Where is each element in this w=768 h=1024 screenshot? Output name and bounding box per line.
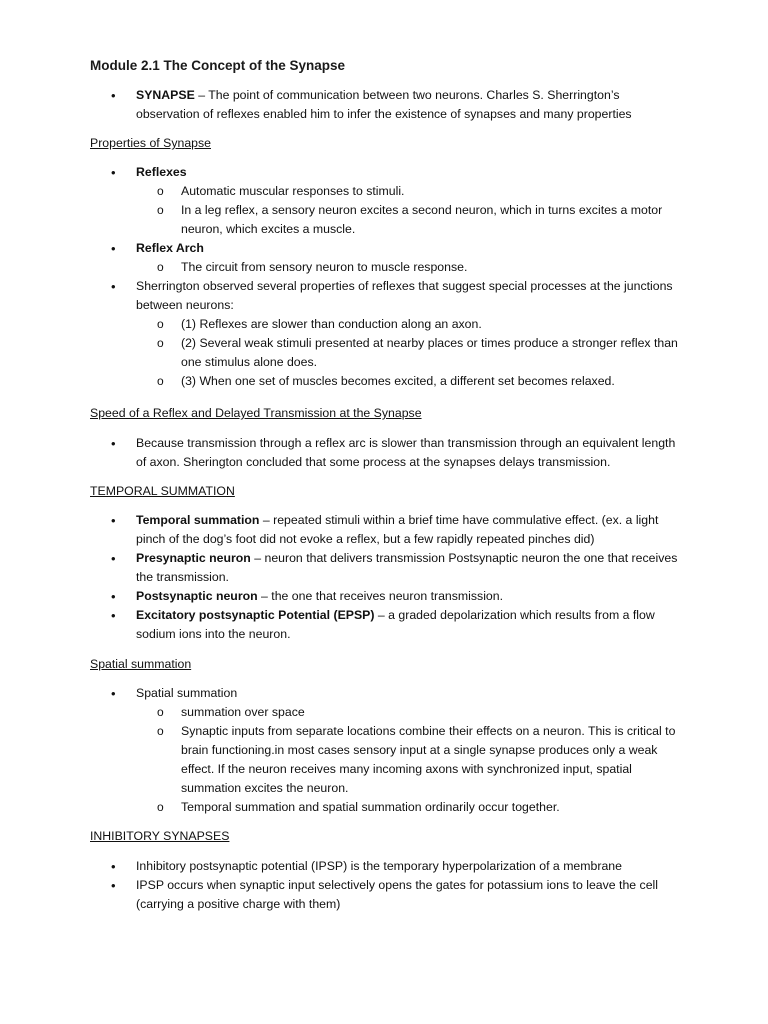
term: Temporal summation [136, 513, 260, 527]
sub-bullet: o [157, 317, 164, 331]
bullet: • [111, 88, 116, 103]
list-item-text: Reflexes [136, 165, 187, 179]
list-item [0, 163, 681, 182]
sub-bullet: o [157, 336, 164, 350]
bullet: • [111, 589, 116, 604]
bullet: • [111, 608, 116, 623]
list-item-text: Inhibitory postsynaptic potential (IPSP) is the temporary hyperpolarization of a membrane [136, 859, 622, 873]
list-item [0, 606, 681, 644]
term: Excitatory postsynaptic Potential (EPSP) [136, 608, 375, 622]
section-heading: Speed of a Reflex and Delayed Transmission at the Synapse [90, 406, 422, 420]
temporal-list [0, 511, 768, 644]
sub-bullet: o [157, 260, 164, 274]
bullet: • [111, 279, 116, 294]
bullet: • [111, 436, 116, 451]
section-heading: TEMPORAL SUMMATION [90, 484, 235, 498]
bullet: • [111, 551, 116, 566]
inhibitory-list [0, 857, 768, 914]
bullet: • [111, 241, 116, 256]
list-item-text: The circuit from sensory neuron to muscle response. [181, 260, 468, 274]
bullet: • [111, 165, 116, 180]
list-item-text: (3) When one set of muscles becomes excited, a different set becomes relaxed. [181, 374, 615, 388]
section-heading: INHIBITORY SYNAPSES [90, 829, 230, 843]
definition: – a graded depolarization which results from a flow sodium ions into the neuron. [136, 608, 655, 641]
speed-list [0, 434, 768, 472]
page-title: Module 2.1 The Concept of the Synapse [90, 58, 346, 73]
sub-bullet: o [157, 203, 164, 217]
list-subitem [0, 334, 681, 372]
list-item [0, 587, 681, 606]
list-item-text: Sherrington observed several properties of reflexes that suggest special processes at the junctions between neurons: [136, 279, 673, 312]
list-item-text: IPSP occurs when synaptic input selectively opens the gates for potassium ions to leave the cell (carrying a positive charge with them) [136, 878, 658, 911]
sub-bullet: o [157, 705, 164, 719]
term: SYNAPSE [136, 88, 195, 102]
sub-bullet: o [157, 800, 164, 814]
list-item-text: In a leg reflex, a sensory neuron excites a second neuron, which in turns excites a motor neuron, which excites a muscle. [181, 203, 663, 236]
sub-bullet: o [157, 724, 164, 738]
bullet: • [111, 513, 116, 528]
list-item [0, 876, 681, 914]
list-item-text: Automatic muscular responses to stimuli. [181, 184, 405, 198]
list-item [0, 511, 681, 549]
list-subitem [0, 182, 681, 201]
list-item-text: Synaptic inputs from separate locations combine their effects on a neuron. This is critical to brain functioning.in most cases sensory input at a single synapse produces only a weak effect. If the neuron receives many incoming axons with synchronized input, spatial summation excites the neuron. [181, 724, 676, 795]
list-item [0, 239, 681, 258]
definition: – The point of communication between two neurons. Charles S. Sherrington’s observation of reflexes enabled him to infer the existence of synapses and many properties [136, 88, 632, 121]
list-item [0, 86, 681, 124]
list-item-text: (1) Reflexes are slower than conduction along an axon. [181, 317, 482, 331]
sub-bullet: o [157, 374, 164, 388]
list-item-text: Because transmission through a reflex arc is slower than transmission through an equivalent length of axon. Sherington concluded that some process at the synapses delays transmission. [136, 436, 676, 469]
list-subitem [0, 798, 681, 817]
list-subitem [0, 703, 681, 722]
bullet: • [111, 859, 116, 874]
properties-list [0, 163, 768, 391]
intro-list [0, 86, 768, 124]
sub-bullet: o [157, 184, 164, 198]
list-item [0, 549, 681, 587]
list-item [0, 277, 681, 315]
list-item-text: Spatial summation [136, 686, 238, 700]
list-subitem [0, 258, 681, 277]
list-item [0, 684, 681, 703]
list-subitem [0, 722, 681, 798]
list-subitem [0, 372, 681, 391]
spatial-list [0, 684, 768, 817]
bullet: • [111, 878, 116, 893]
list-item-text: Temporal summation and spatial summation ordinarily occur together. [181, 800, 560, 814]
definition: – neuron that delivers transmission Postsynaptic neuron the one that receives the transmission. [136, 551, 678, 584]
term: Postsynaptic neuron [136, 589, 258, 603]
term: Presynaptic neuron [136, 551, 251, 565]
list-item [0, 857, 681, 876]
definition: – repeated stimuli within a brief time have commulative effect. (ex. a light pinch of the dog’s foot did not evoke a reflex, but a few rapidly repeated pinches did) [136, 513, 659, 546]
list-item-text: Reflex Arch [136, 241, 204, 255]
list-item [0, 434, 681, 472]
bullet: • [111, 686, 116, 701]
list-item-text: summation over space [181, 705, 305, 719]
definition: – the one that receives neuron transmission. [257, 589, 504, 603]
list-subitem [0, 201, 681, 239]
section-heading: Properties of Synapse [90, 136, 211, 150]
list-subitem [0, 315, 681, 334]
list-item-text: (2) Several weak stimuli presented at nearby places or times produce a stronger reflex than one stimulus alone does. [181, 336, 678, 369]
section-heading: Spatial summation [90, 657, 192, 671]
